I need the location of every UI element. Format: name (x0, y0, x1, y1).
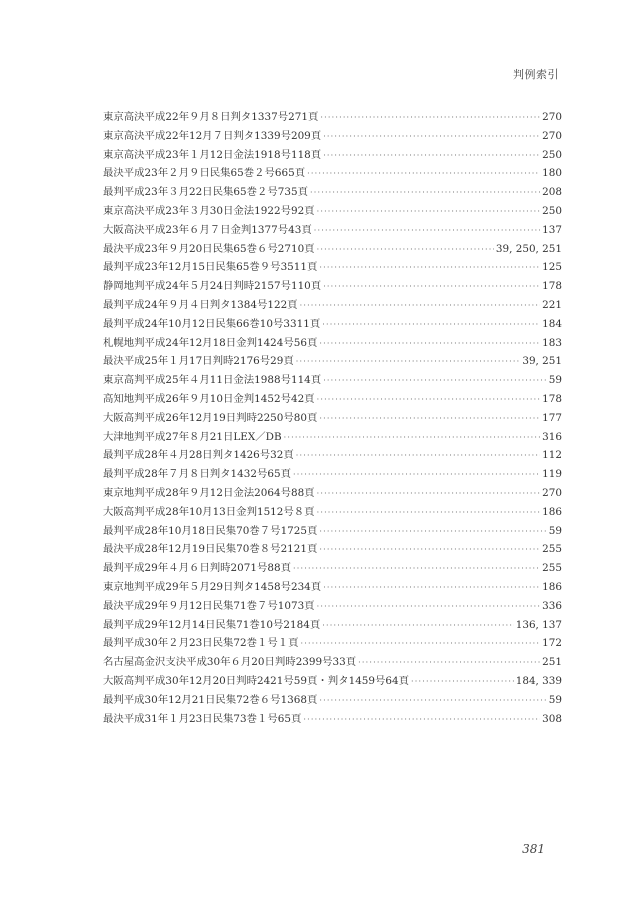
dot-leader (319, 259, 540, 278)
page-references: 39, 250, 251 (495, 242, 562, 255)
dot-leader (300, 297, 541, 316)
running-head: 判例索引 (513, 68, 559, 81)
page-references: 137 (542, 223, 562, 236)
case-citation: 大阪高判平成30年12月20日判時2421号59頁・判タ1459号64頁 (103, 674, 410, 687)
index-entry (103, 390, 562, 409)
page-references: 136, 137 (515, 618, 562, 631)
index-entry (103, 164, 562, 183)
case-citation: 最判平成28年７月８日判タ1432号65頁 (103, 468, 291, 481)
index-entry (103, 202, 562, 221)
page-references: 255 (542, 562, 562, 575)
page-references: 316 (542, 430, 562, 443)
index-entry (103, 371, 562, 390)
index-entry (103, 710, 562, 729)
page-references: 184 (542, 317, 562, 330)
page-references: 177 (542, 411, 562, 424)
case-citation: 最判平成24年９月４日判タ1384号122頁 (103, 298, 298, 311)
page-references: 308 (542, 712, 562, 725)
case-citation: 東京高決平成23年１月12日金法1918号118頁 (103, 148, 322, 161)
index-entry (103, 296, 562, 315)
dot-leader (314, 222, 540, 241)
case-citation: 東京高決平成23年３月30日金法1922号92頁 (103, 204, 315, 217)
index-entry (103, 183, 562, 202)
page-references: 250 (542, 148, 562, 161)
page-references: 59 (548, 693, 562, 706)
case-citation: 東京高決平成22年12月７日判タ1339号209頁 (103, 129, 322, 142)
case-citation: 大阪高判平成26年12月19日判時2250号80頁 (103, 411, 318, 424)
index-entry (103, 446, 562, 465)
index-entry (103, 672, 562, 691)
index-entry (103, 559, 562, 578)
dot-leader (323, 278, 540, 297)
case-citation: 大阪高判平成28年10月13日金判1512号８頁 (103, 505, 315, 518)
dot-leader (323, 128, 540, 147)
case-citation: 名古屋高金沢支決平成30年６月20日判時2399号33頁 (103, 656, 357, 669)
index-entry (103, 653, 562, 672)
page-references: 208 (542, 186, 562, 199)
index-entry (103, 352, 562, 371)
index-entry (103, 597, 562, 616)
page-references: 186 (542, 505, 562, 518)
dot-leader (323, 372, 547, 391)
page-references: 59 (548, 524, 562, 537)
dot-leader (317, 391, 541, 410)
dot-leader (293, 560, 540, 579)
case-citation: 大阪高決平成23年６月７日金判1377号43頁 (103, 223, 312, 236)
dot-leader (358, 654, 540, 673)
case-citation: 最判平成29年４月６日判時2071号88頁 (103, 562, 291, 575)
case-index-list (103, 108, 562, 728)
dot-leader (310, 184, 540, 203)
case-citation: 大津地判平成27年８月21日LEX／DB (103, 430, 282, 443)
dot-leader (411, 673, 514, 692)
index-entry (103, 465, 562, 484)
case-citation: 東京地判平成29年５月29日判タ1458号234頁 (103, 580, 322, 593)
index-entry (103, 315, 562, 334)
page-references: 112 (542, 449, 562, 462)
page-references: 119 (542, 468, 562, 481)
case-citation: 最決平成25年１月17日判時2176号29頁 (103, 355, 294, 368)
dot-leader (317, 598, 541, 617)
index-entry (103, 522, 562, 541)
index-entry (103, 240, 562, 259)
case-citation: 最判平成30年12月21日民集72巻６号1368頁 (103, 693, 318, 706)
case-citation: 最判平成30年２月23日民集72巻１号１頁 (103, 637, 299, 650)
case-citation: 札幌地判平成24年12月18日金判1424号56頁 (103, 336, 318, 349)
page-references: 221 (542, 298, 562, 311)
dot-leader (319, 692, 546, 711)
case-citation: 最判平成23年３月22日民集65巻２号735頁 (103, 186, 308, 199)
page-references: 184, 339 (515, 674, 562, 687)
dot-leader (301, 635, 541, 654)
case-citation: 東京高決平成22年９月８日判タ1337号271頁 (103, 111, 319, 123)
index-entry (103, 277, 562, 296)
page-references: 270 (542, 129, 562, 142)
page-references: 270 (542, 486, 562, 499)
case-citation: 東京地判平成28年９月12日金法2064号88頁 (103, 486, 315, 499)
index-entry (103, 146, 562, 165)
case-citation: 最決平成28年12月19日民集70巻８号2121頁 (103, 543, 318, 556)
dot-leader (317, 203, 541, 222)
page-references: 270 (542, 111, 562, 123)
page-references: 183 (542, 336, 562, 349)
dot-leader (319, 335, 540, 354)
page-references: 172 (542, 637, 562, 650)
index-entry (103, 127, 562, 146)
page-references: 178 (542, 392, 562, 405)
page-references: 186 (542, 580, 562, 593)
case-citation: 高知地判平成26年９月10日金判1452号42頁 (103, 392, 315, 405)
case-citation: 東京高判平成25年４月11日金法1988号114頁 (103, 374, 322, 387)
dot-leader (319, 541, 540, 560)
dot-leader (293, 466, 540, 485)
dot-leader (296, 353, 521, 372)
index-entry (103, 484, 562, 503)
dot-leader (323, 147, 540, 166)
case-citation: 最決平成29年９月12日民集71巻７号1073頁 (103, 599, 315, 612)
page-references: 59 (548, 374, 562, 387)
case-citation: 最判平成28年10月18日民集70巻７号1725頁 (103, 524, 318, 537)
page-references: 178 (542, 280, 562, 293)
page-number: 381 (522, 842, 545, 856)
index-entry (103, 616, 562, 635)
dot-leader (320, 109, 540, 128)
index-entry (103, 428, 562, 447)
dot-leader (323, 579, 540, 598)
case-citation: 最決平成31年１月23日民集73巻１号65頁 (103, 712, 302, 725)
page-references: 180 (542, 167, 562, 180)
dot-leader (296, 447, 540, 466)
index-entry (103, 634, 562, 653)
dot-leader (317, 241, 494, 260)
dot-leader (319, 410, 540, 429)
dot-leader (317, 485, 541, 504)
index-entry (103, 691, 562, 710)
case-citation: 静岡地判平成24年５月24日判時2157号110頁 (103, 280, 322, 293)
index-entry (103, 540, 562, 559)
case-citation: 最決平成23年２月９日民集65巻２号665頁 (103, 167, 306, 180)
dot-leader (303, 711, 540, 730)
case-citation: 最決平成23年９月20日民集65巻６号2710頁 (103, 242, 315, 255)
case-citation: 最判平成29年12月14日民集71巻10号2184頁 (103, 618, 321, 631)
case-citation: 最判平成28年４月28日判タ1426号32頁 (103, 449, 294, 462)
dot-leader (307, 165, 540, 184)
page-references: 250 (542, 204, 562, 217)
index-entry (103, 503, 562, 522)
case-citation: 最判平成23年12月15日民集65巻９号3511頁 (103, 261, 318, 274)
dot-leader (322, 316, 540, 335)
page-references: 336 (542, 599, 562, 612)
index-entry (103, 221, 562, 240)
page-references: 255 (542, 543, 562, 556)
index-entry (103, 578, 562, 597)
index-entry (103, 258, 562, 277)
dot-leader (319, 523, 546, 542)
page-references: 125 (542, 261, 562, 274)
index-entry (103, 409, 562, 428)
dot-leader (284, 429, 541, 448)
page-references: 39, 251 (522, 355, 562, 368)
index-entry (103, 334, 562, 353)
dot-leader (317, 504, 541, 523)
case-citation: 最判平成24年10月12日民集66巻10号3311頁 (103, 317, 321, 330)
page-references: 251 (542, 656, 562, 669)
dot-leader (322, 617, 513, 636)
index-entry (103, 108, 562, 127)
